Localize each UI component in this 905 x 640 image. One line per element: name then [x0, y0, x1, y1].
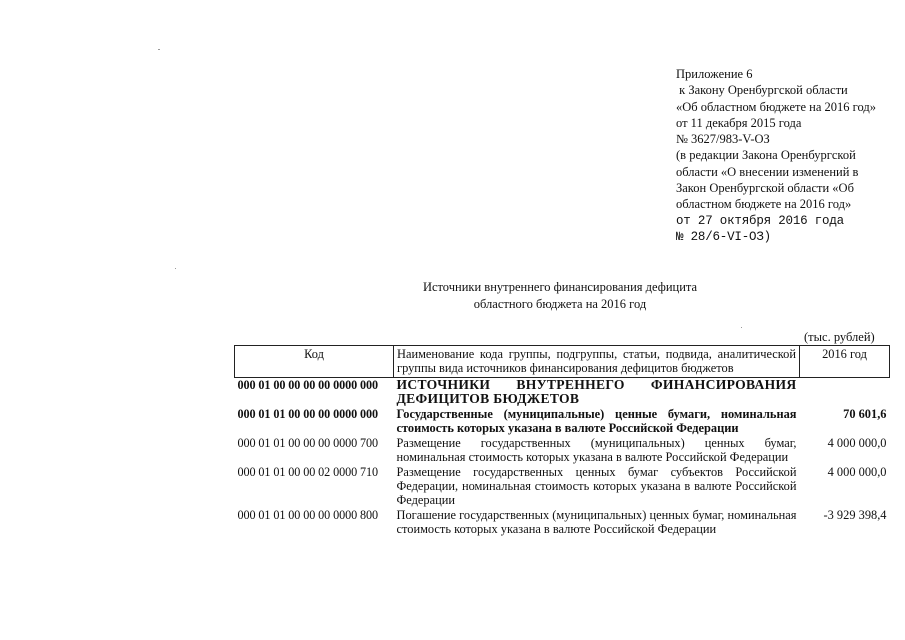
- header-code: Код: [235, 346, 394, 378]
- row-name: Государственные (муниципальные) ценные бумаги, номинальная стоимость которых указана в валюте Российской Федерации: [396, 407, 797, 436]
- row-code: 000 01 01 00 00 00 0000 800: [237, 507, 379, 522]
- table-header-row: [235, 346, 890, 378]
- row-amount: -3 929 398,4: [823, 507, 887, 522]
- row-amount: 4 000 000,0: [827, 435, 887, 450]
- scan-speck: [158, 49, 160, 50]
- appendix-line: Приложение 6: [676, 67, 753, 81]
- table-row: [235, 407, 890, 436]
- appendix-line: № 3627/983-V-ОЗ: [676, 132, 770, 147]
- appendix-block: [676, 66, 891, 245]
- row-code: 000 01 01 00 00 00 0000 700: [237, 435, 379, 450]
- appendix-line: к Закону Оренбургской области: [676, 83, 848, 98]
- row-code: 000 01 01 00 00 00 0000 000: [237, 407, 379, 421]
- row-amount: 4 000 000,0: [827, 464, 887, 479]
- row-name: Размещение государственных ценных бумаг субъектов Российской Федерации, номинальная стоимость которых указана в валюте Российской Федерации: [396, 464, 797, 508]
- appendix-line: (в редакции Закона Оренбургской: [676, 148, 856, 163]
- row-name: Погашение государственных (муниципальных) ценных бумаг, номинальная стоимость которых указана в валюте Российской Федерации: [396, 507, 797, 537]
- header-name: Наименование кода группы, подгруппы, статьи, подвида, аналитической группы вида источников финансирования дефицитов бюджетов: [394, 346, 800, 378]
- row-code: 000 01 00 00 00 00 0000 000: [237, 377, 379, 392]
- appendix-line: Закон Оренбургской области «Об: [676, 181, 854, 196]
- row-amount: 70 601,6: [843, 407, 887, 421]
- table-row: [235, 436, 890, 465]
- table-row: [235, 465, 890, 508]
- document-title: [380, 279, 740, 312]
- budget-sources-table: [234, 345, 890, 537]
- scan-speck: [175, 268, 176, 269]
- amendment-date: от 27 октября 2016 года: [676, 213, 844, 228]
- table-row: [235, 377, 890, 407]
- amendment-number: № 28/6-VI-ОЗ): [676, 229, 771, 244]
- unit-label: (тыс. рублей): [804, 330, 875, 344]
- header-year: 2016 год: [800, 346, 890, 378]
- title-line-2: областного бюджета на 2016 год: [473, 296, 647, 311]
- appendix-line: области «О внесении изменений в: [676, 164, 859, 179]
- appendix-line: областном бюджете на 2016 год»: [676, 197, 852, 212]
- row-name: ИСТОЧНИКИ ВНУТРЕННЕГО ФИНАНСИРОВАНИЯ ДЕФИЦИТОВ БЮДЖЕТОВ: [396, 376, 797, 407]
- title-line-1: Источники внутреннего финансирования дефицита: [422, 280, 698, 294]
- table-row: [235, 508, 890, 537]
- row-name: Размещение государственных (муниципальных) ценных бумаг, номинальная стоимость которых указана в валюте Российской Федерации: [396, 435, 797, 465]
- appendix-line: от 11 декабря 2015 года: [676, 115, 802, 130]
- row-code: 000 01 01 00 00 02 0000 710: [237, 464, 379, 479]
- row-amount: [800, 377, 890, 407]
- scan-speck: [741, 327, 742, 328]
- appendix-line: «Об областном бюджете на 2016 год»: [676, 99, 876, 114]
